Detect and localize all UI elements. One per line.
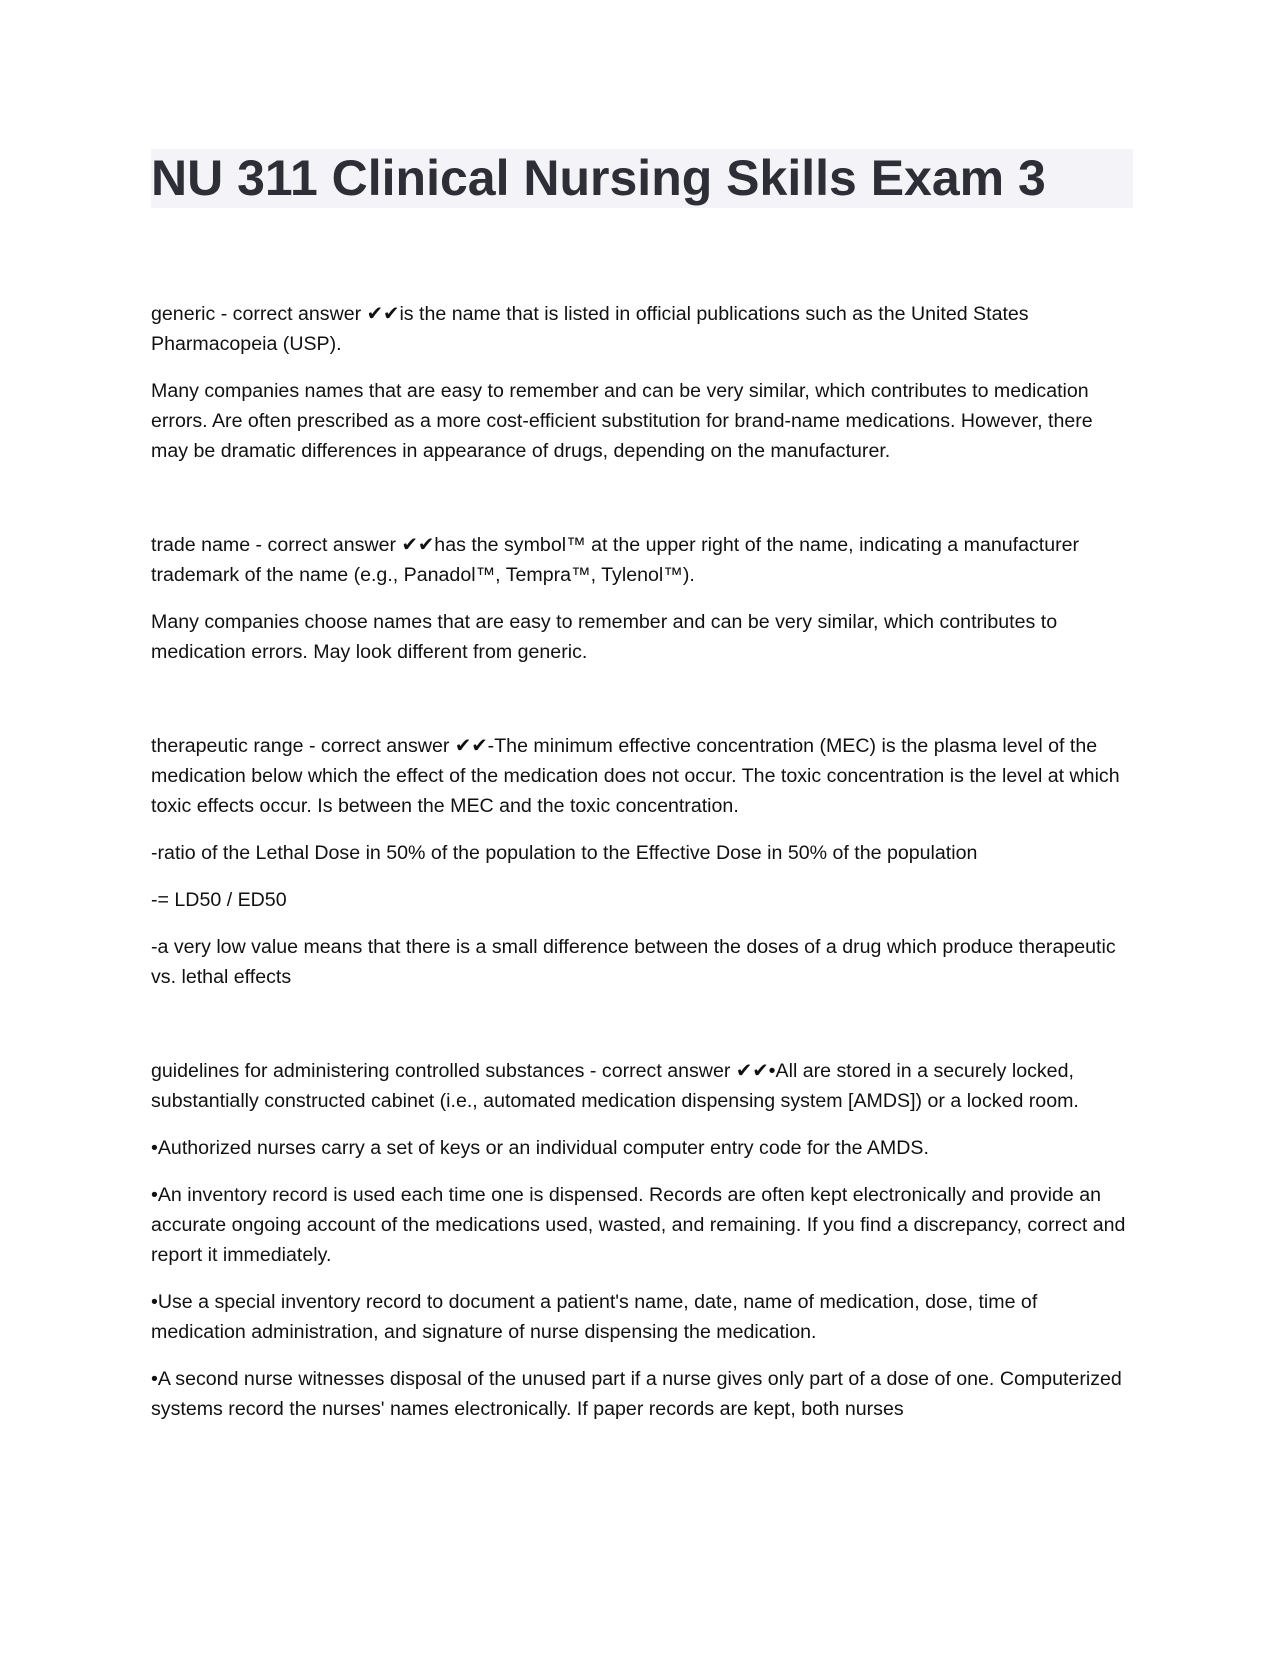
document-body xyxy=(151,299,1133,1424)
entry-generic xyxy=(151,299,1133,466)
entry-paragraph: guidelines for administering controlled substances - correct answer ✔✔•All are stored in a securely locked, substantially constructed cabinet (i.e., automated medication dispensing system [AMDS]) or a locked room. xyxy=(151,1060,1079,1112)
entry-paragraph: Many companies names that are easy to remember and can be very similar, which contributes to medication errors. Are often prescribed as a more cost-efficient substitution for brand-name medications. However, there may be dramatic differences in appearance of drugs, depending on the manufacturer. xyxy=(151,380,1093,462)
entry-therapeutic-range xyxy=(151,731,1133,992)
entry-controlled-substances xyxy=(151,1056,1133,1424)
document-page xyxy=(151,149,1133,1488)
entry-paragraph: -a very low value means that there is a small difference between the doses of a drug which produce therapeutic vs. lethal effects xyxy=(151,936,1116,988)
entry-paragraph: trade name - correct answer ✔✔has the symbol™ at the upper right of the name, indicating a manufacturer trademark of the name (e.g., Panadol™, Tempra™, Tylenol™). xyxy=(151,534,1080,586)
entry-paragraph: therapeutic range - correct answer ✔✔-The minimum effective concentration (MEC) is the plasma level of the medication below which the effect of the medication does not occur. The toxic concentration is the level at which toxic effects occur. Is between the MEC and the toxic concentration. xyxy=(151,735,1120,817)
entry-paragraph: -ratio of the Lethal Dose in 50% of the population to the Effective Dose in 50% of the population xyxy=(151,842,978,864)
entry-paragraph: generic - correct answer ✔✔is the name that is listed in official publications such as the United States Pharmacopeia (USP). xyxy=(151,303,1029,355)
entry-paragraph: •A second nurse witnesses disposal of the unused part if a nurse gives only part of a dose of one. Computerized systems record the nurses' names electronically. If paper records are kept, both nurses xyxy=(151,1368,1122,1420)
document-title: NU 311 Clinical Nursing Skills Exam 3 xyxy=(151,149,1133,208)
entry-paragraph: -= LD50 / ED50 xyxy=(151,889,287,911)
entry-trade-name xyxy=(151,530,1133,667)
entry-paragraph: Many companies choose names that are easy to remember and can be very similar, which contributes to medication errors. May look different from generic. xyxy=(151,611,1058,663)
entry-paragraph: •An inventory record is used each time one is dispensed. Records are often kept electronically and provide an accurate ongoing account of the medications used, wasted, and remaining. If you find a discrepancy, correct and report it immediately. xyxy=(151,1184,1126,1266)
entry-paragraph: •Use a special inventory record to document a patient's name, date, name of medication, dose, time of medication administration, and signature of nurse dispensing the medication. xyxy=(151,1291,1038,1343)
entry-paragraph: •Authorized nurses carry a set of keys or an individual computer entry code for the AMDS. xyxy=(151,1137,929,1159)
